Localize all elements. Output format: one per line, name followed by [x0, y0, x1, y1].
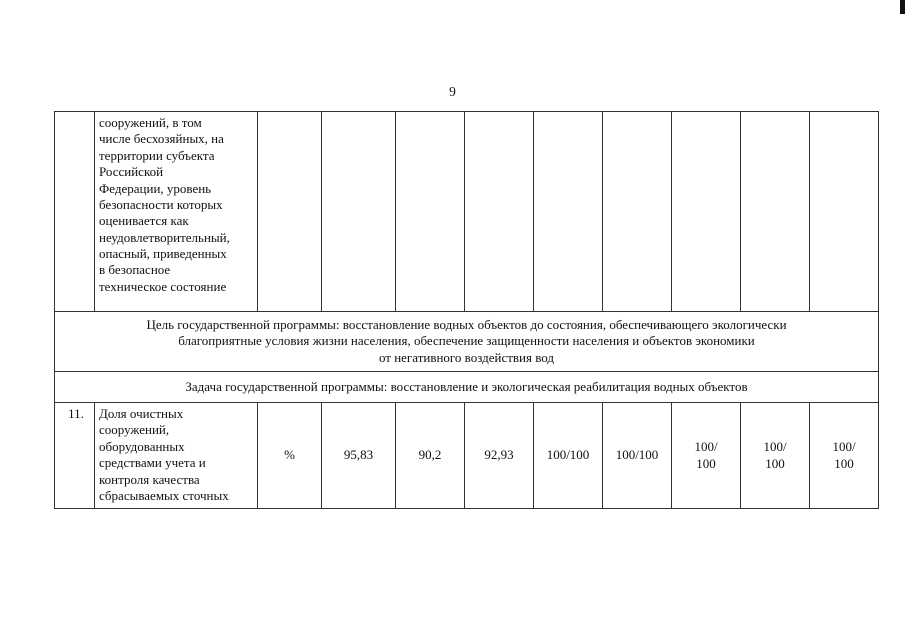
goal-line: Цель государственной программы: восстановление водных объектов до состояния, обеспечивающего экологически [146, 316, 787, 332]
value-cell [603, 403, 672, 509]
goal-line: от негативного воздействия вод [378, 349, 555, 365]
value-cell [396, 403, 465, 509]
value-text: 100/100 [615, 447, 659, 463]
value-cell [810, 112, 879, 312]
value-text: 95,83 [343, 447, 374, 463]
value-text: 100 [696, 455, 716, 471]
goal-line: благоприятные условия жизни населения, обеспечение защищенности населения и объектов экономики [178, 333, 755, 349]
value-text: 92,93 [484, 447, 514, 463]
value-cell [741, 403, 810, 509]
name-line: в безопасное [99, 262, 171, 278]
unit-cell [258, 112, 322, 312]
name-line: сооружений, [99, 422, 170, 438]
value-text: 100 [834, 455, 854, 471]
name-line: сооружений, в том [99, 115, 202, 130]
program-goal-cell [55, 312, 879, 372]
value-cell [672, 112, 741, 312]
value-cell [465, 403, 534, 509]
page-number: 9 [449, 84, 456, 99]
name-line: оценивается как [99, 213, 189, 229]
value-cell [322, 403, 396, 509]
value-text: 100 [765, 455, 785, 471]
value-cell [672, 403, 741, 509]
value-text: 100/ [763, 439, 787, 455]
name-line: средствами учета и [99, 455, 206, 471]
table-row-task [55, 372, 879, 403]
value-cell [534, 112, 603, 312]
name-line: сбрасываемых сточных [99, 487, 229, 503]
name-line: числе бесхозяйных, на [99, 131, 224, 147]
table-row-goal [55, 312, 879, 372]
value-cell [603, 112, 672, 312]
unit-cell: % [258, 403, 322, 509]
indicator-name-cell [95, 403, 258, 509]
name-line: Доля очистных [99, 406, 184, 421]
value-text: 90,2 [418, 447, 442, 463]
value-text: 100/ [832, 439, 856, 455]
indicators-table [54, 111, 879, 509]
name-line: оборудованных [99, 438, 185, 454]
value-text: 100/100 [546, 447, 590, 463]
value-cell [465, 112, 534, 312]
value-cell [396, 112, 465, 312]
name-line: техническое состояние [99, 278, 227, 294]
name-line: неудовлетворительный, [99, 229, 230, 245]
name-line: Федерации, уровень [99, 180, 212, 196]
name-line: безопасности которых [99, 196, 223, 212]
value-cell [534, 403, 603, 509]
value-cell [322, 112, 396, 312]
value-cell [741, 112, 810, 312]
page-edge-mark [900, 0, 905, 14]
value-cell [810, 403, 879, 509]
table-row-11 [55, 403, 879, 509]
name-line: контроля качества [99, 471, 200, 487]
name-line: территории субъекта [99, 147, 215, 163]
indicator-name-cell [95, 112, 258, 312]
name-line: опасный, приведенных [99, 246, 227, 261]
program-task-cell: Задача государственной программы: восстановление и экологическая реабилитация водных объектов [55, 372, 879, 403]
row-number-cell [55, 112, 95, 312]
table-row-continued [55, 112, 879, 312]
name-line: Российской [99, 164, 164, 180]
value-text: 100/ [694, 439, 718, 455]
row-number-cell: 11. [55, 403, 95, 509]
